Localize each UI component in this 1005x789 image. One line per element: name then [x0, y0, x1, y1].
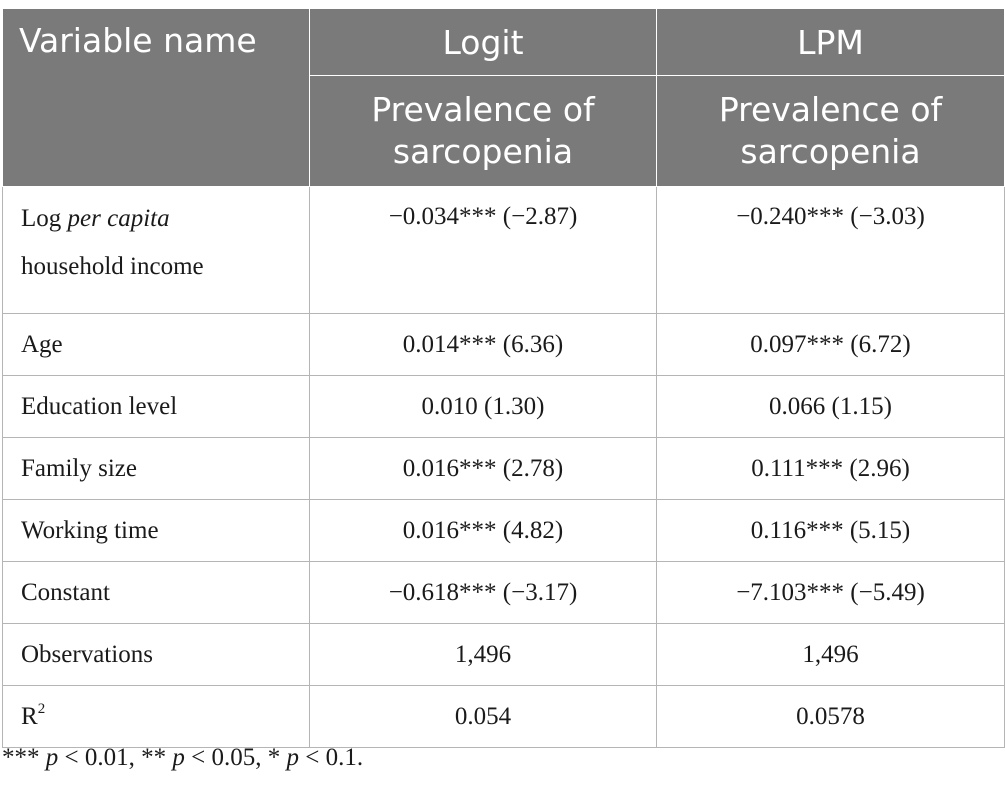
header-logit: Logit [310, 9, 657, 76]
row-label [3, 187, 310, 314]
row-label-superscript: 2 [37, 700, 46, 717]
lpm-value: 0.111*** (2.96) [657, 438, 1005, 500]
logit-value: 0.016*** (4.82) [310, 500, 657, 562]
row-label: Working time [3, 500, 310, 562]
logit-value: 0.016*** (2.78) [310, 438, 657, 500]
table-row [3, 187, 1005, 314]
logit-value: 0.054 [310, 686, 657, 748]
row-label: Education level [3, 376, 310, 438]
footnote-threshold-1: < 0.01, ** [58, 744, 173, 771]
header-lpm-outcome: Prevalence of sarcopenia [657, 76, 1005, 187]
row-label [3, 686, 310, 748]
table-row [3, 376, 1005, 438]
footnote-stars-1: *** [2, 744, 46, 771]
lpm-value: 0.097*** (6.72) [657, 314, 1005, 376]
table-row [3, 314, 1005, 376]
table-row [3, 562, 1005, 624]
row-label-text: R [21, 702, 38, 730]
lpm-value: −0.240*** (−3.03) [657, 187, 1005, 314]
footnote-p-3: p [286, 744, 299, 771]
row-label: Constant [3, 562, 310, 624]
table-row [3, 686, 1005, 748]
row-label: Family size [3, 438, 310, 500]
logit-value: 1,496 [310, 624, 657, 686]
footnote-threshold-3: < 0.1. [298, 744, 364, 771]
footnote-p-1: p [45, 744, 59, 771]
row-label-emphasis: per capita [67, 205, 170, 232]
lpm-value: −7.103*** (−5.49) [657, 562, 1005, 624]
footnote-p-2: p [172, 744, 185, 771]
row-label: Age [3, 314, 310, 376]
header-variable-name: Variable name [3, 9, 310, 187]
regression-table [2, 8, 1005, 748]
table-body [3, 187, 1005, 748]
lpm-value: 0.0578 [657, 686, 1005, 748]
row-label: Observations [3, 624, 310, 686]
significance-footnote [2, 744, 363, 772]
table-row [3, 438, 1005, 500]
lpm-value: 1,496 [657, 624, 1005, 686]
row-label-pre: Log [21, 205, 68, 232]
logit-value: 0.014*** (6.36) [310, 314, 657, 376]
lpm-value: 0.066 (1.15) [657, 376, 1005, 438]
lpm-value: 0.116*** (5.15) [657, 500, 1005, 562]
logit-value: −0.618*** (−3.17) [310, 562, 657, 624]
row-label-post: household income [21, 253, 204, 280]
logit-value: 0.010 (1.30) [310, 376, 657, 438]
table-row [3, 624, 1005, 686]
table-header [3, 9, 1005, 187]
header-lpm: LPM [657, 9, 1005, 76]
footnote-threshold-2: < 0.05, * [184, 744, 287, 771]
logit-value: −0.034*** (−2.87) [310, 187, 657, 314]
header-logit-outcome: Prevalence of sarcopenia [310, 76, 657, 187]
table-row [3, 500, 1005, 562]
